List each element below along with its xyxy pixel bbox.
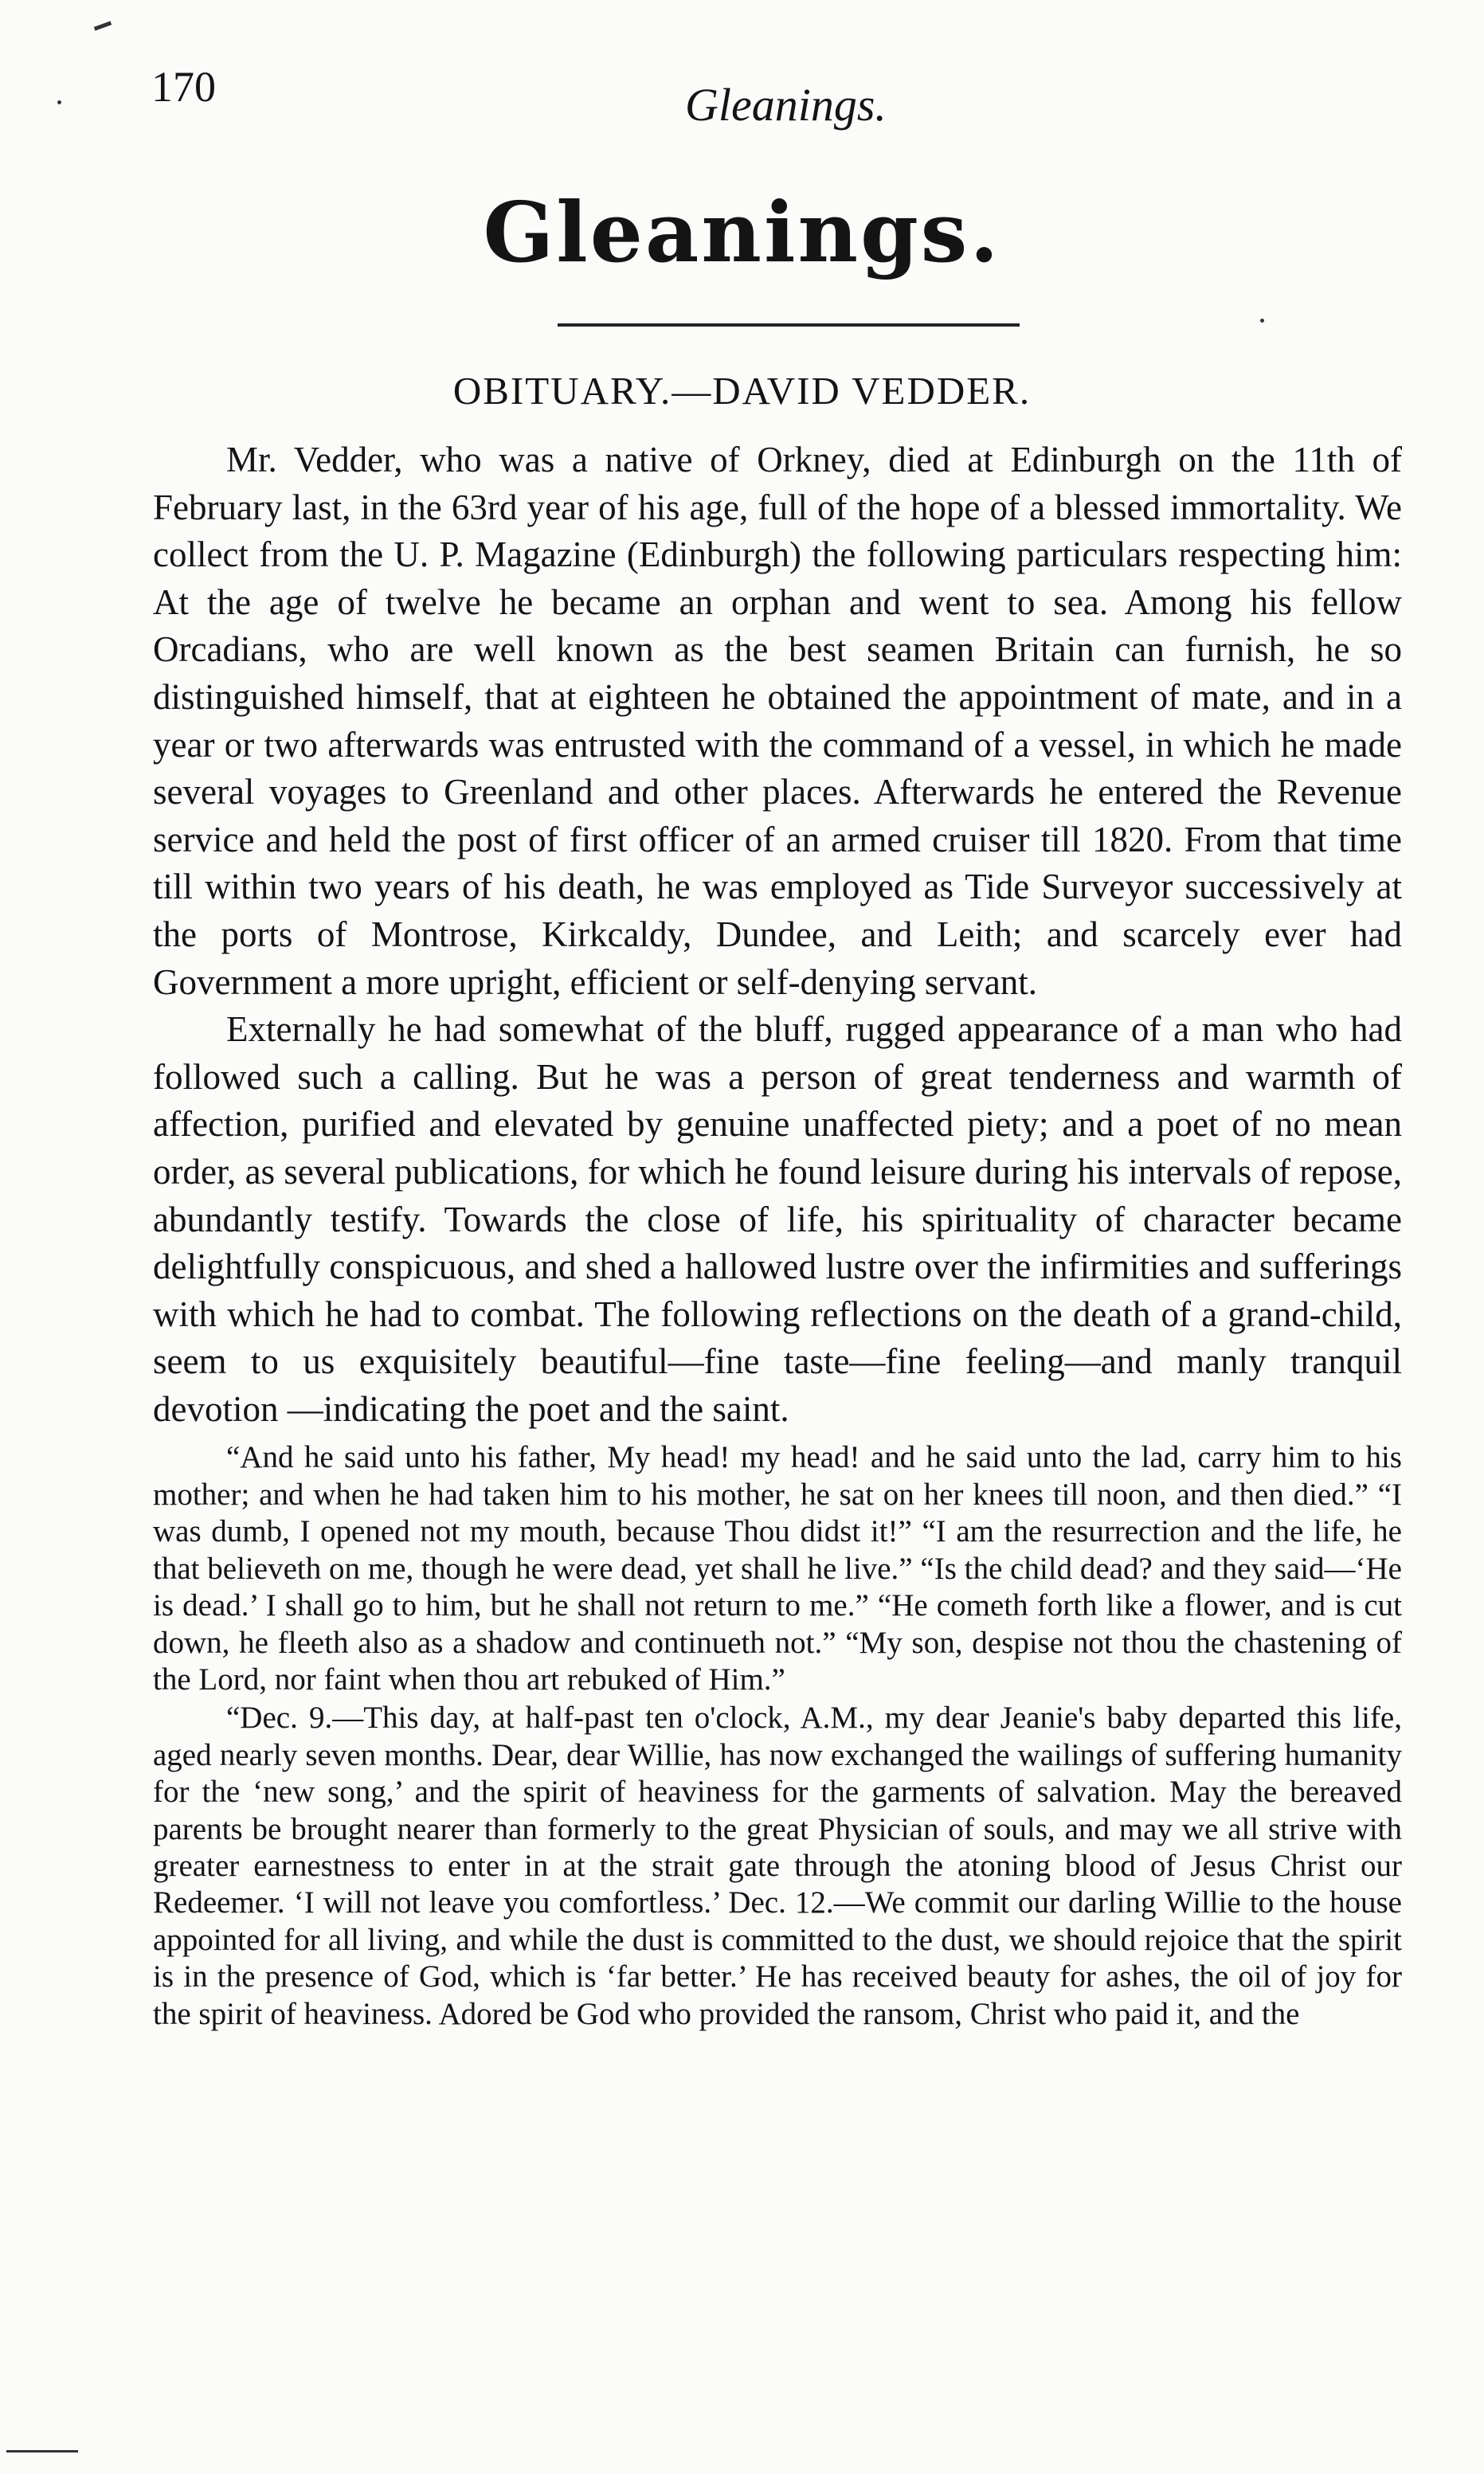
prose-block [153, 436, 1402, 1433]
page-number: 170 [151, 63, 216, 111]
section-heading: Gleanings. [483, 183, 1001, 281]
margin-mark [6, 2450, 78, 2452]
quote-paragraph: “And he said unto his father, My head! my head! and he said unto the lad, carry him to his mother; and when he had taken him to his mother, he sat on her knees till noon, and then died.” “I was dumb, I opened not my mouth, because Thou didst it!” “I am the resurrection and the life, he that believeth on me, though he were dead, yet shall he live.” “Is the child dead? and they said—‘He is dead.’ I shall go to him, but he shall not return to me.” “He cometh forth like a flower, and is cut down, he fleeth also as a shadow and continueth not.” “My son, despise not thou the chastening of the Lord, nor faint when thou art rebuked of Him.” [153, 1440, 1402, 1697]
quoted-block [153, 1439, 1402, 2033]
running-header [151, 38, 1341, 131]
paragraph: Externally he had somewhat of the bluff, rugged appearance of a man who had followed such a calling. But he was a person of great tenderness and warmth of affection, purified and elevated by genuine unaffected piety; and a poet of no mean order, as several publications, for which he found leisure during his intervals of repose, abundantly testify. Towards the close of life, his spirituality of character became delightfully conspicuous, and shed a hallowed lustre over the infirmities and sufferings with which he had to combat. The following reflections on the death of a grand-child, seem to us exquisitely beautiful—fine taste—fine feeling—and manly tranquil devotion —indicating the poet and the saint. [153, 1009, 1402, 1429]
article-title: OBITUARY.—DAVID VEDDER. [452, 369, 1032, 413]
margin-mark [57, 100, 61, 104]
margin-mark [94, 21, 112, 30]
running-title: Gleanings. [685, 79, 887, 131]
quote-paragraph: “Dec. 9.—This day, at half-past ten o'clock, A.M., my dear Jeanie's baby departed this life, aged nearly seven months. Dear, dear Willie, has now exchanged the wailings of suffering humanity for the ‘new song,’ and the spirit of heaviness for the garments of salvation. May the bereaved parents be brought nearer than formerly to the great Physician of souls, and may we all strive with greater earnestness to enter in at the strait gate through the atoning blood of Jesus Christ our Redeemer. ‘I will not leave you comfortless.’ Dec. 12.—We commit our darling Willie to the house appointed for all living, and while the dust is committed to the dust, we should rejoice that the spirit is in the presence of God, which is ‘far better.’ He has received beauty for ashes, the oil of joy for the spirit of heaviness. Adored be God who provided the ransom, Christ who paid it, and the [153, 1701, 1402, 2031]
margin-mark [1260, 319, 1264, 323]
article-body [153, 436, 1402, 2033]
paragraph: Mr. Vedder, who was a native of Orkney, died at Edinburgh on the 11th of February last, in the 63rd year of his age, full of the hope of a blessed immortality. We collect from the U. P. Magazine (Edinburgh) the following particulars respecting him: At the age of twelve he became an orphan and went to sea. Among his fellow Orcadians, who are well known as the best seamen Britain can furnish, he so distinguished himself, that at eighteen he obtained the appointment of mate, and in a year or two afterwards was entrusted with the command of a vessel, in which he made several voyages to Greenland and other places. Afterwards he entered the Revenue service and held the post of first officer of an armed cruiser till 1820. From that time till within two years of his death, he was employed as Tide Surveyor successively at the ports of Montrose, Kirkcaldy, Dundee, and Leith; and scarcely ever had Government a more upright, efficient or self-denying servant. [153, 440, 1402, 1002]
heading-rule [558, 323, 1020, 327]
